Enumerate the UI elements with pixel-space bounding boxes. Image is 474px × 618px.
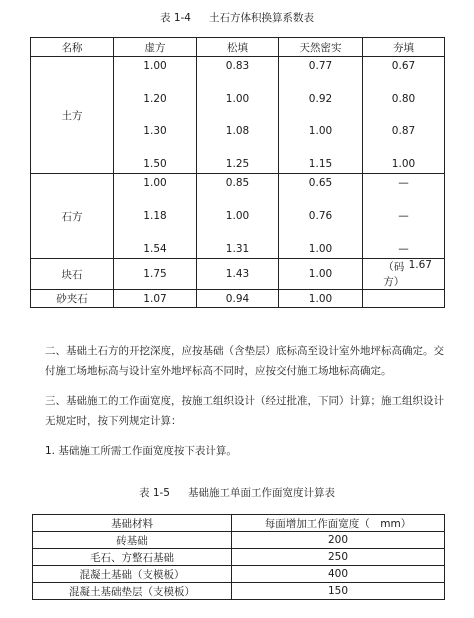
table-row-block-stone bbox=[31, 259, 445, 290]
table-number: 表 1-5 bbox=[139, 487, 170, 499]
group-name-earth: 土方 bbox=[31, 57, 114, 174]
cell: 1.50 bbox=[143, 157, 167, 170]
cell: 1.15 bbox=[308, 157, 333, 170]
cell: 1.75 bbox=[114, 259, 197, 290]
earth-col-1 bbox=[114, 57, 197, 174]
cell: 0.76 bbox=[308, 210, 333, 222]
cell-note: （码方） bbox=[383, 261, 405, 288]
cell: — bbox=[398, 210, 409, 222]
cell: 1.00 bbox=[391, 157, 416, 170]
cell-block-stone-compacted bbox=[363, 259, 445, 290]
cell: 1.20 bbox=[143, 92, 167, 105]
cell: 1.43 bbox=[197, 259, 279, 290]
header-loose: 虚方 bbox=[114, 38, 197, 57]
cell-material: 砖基础 bbox=[33, 532, 232, 549]
cell: 0.94 bbox=[197, 290, 279, 308]
table-row-stone bbox=[31, 174, 445, 259]
cell: 0.77 bbox=[308, 60, 333, 72]
header-material: 基础材料 bbox=[33, 515, 232, 532]
table-row-sand-stone bbox=[31, 290, 445, 308]
earth-col-4 bbox=[363, 57, 445, 174]
paragraph-work-face-width: 三、基础施工的工作面宽度，按施工组织设计（经过批准，下同）计算；施工组织设计无规定时，按下列规定计算： bbox=[45, 395, 444, 427]
cell-material: 毛石、方整石基础 bbox=[33, 549, 232, 566]
cell: 0.67 bbox=[391, 60, 416, 72]
cell: 1.00 bbox=[225, 92, 250, 105]
cell: — bbox=[398, 243, 409, 255]
header-natural: 天然密实 bbox=[279, 38, 363, 57]
header-compacted: 夯填 bbox=[363, 38, 445, 57]
table-title: 土石方体积换算系数表 bbox=[209, 12, 314, 24]
cell: 0.80 bbox=[391, 92, 416, 105]
table-row bbox=[33, 549, 445, 566]
cell: 0.87 bbox=[391, 125, 416, 138]
table-1-4-caption bbox=[0, 10, 474, 25]
group-name-stone: 石方 bbox=[31, 174, 114, 259]
cell: 1.07 bbox=[114, 290, 197, 308]
cell: 1.00 bbox=[308, 243, 333, 255]
cell: 1.00 bbox=[143, 60, 167, 72]
cell: 1.31 bbox=[225, 243, 250, 255]
cell-value: 1.67 bbox=[408, 259, 432, 271]
work-face-width-table bbox=[32, 514, 445, 600]
cell: 0.92 bbox=[308, 92, 333, 105]
stone-col-2 bbox=[197, 174, 279, 259]
header-width: 每面增加工作面宽度（ mm） bbox=[232, 515, 445, 532]
paragraph-rule-1: 1. 基础施工所需工作面宽度按下表计算。 bbox=[45, 445, 237, 457]
table-header-row bbox=[31, 38, 445, 57]
cell-width: 400 bbox=[232, 566, 445, 583]
earth-col-2 bbox=[197, 57, 279, 174]
header-loose-fill: 松填 bbox=[197, 38, 279, 57]
cell: 1.00 bbox=[279, 259, 363, 290]
table-1-5-caption bbox=[0, 485, 474, 500]
cell: — bbox=[398, 177, 409, 189]
paragraph-excavation-depth: 二、基础土石方的开挖深度，应按基础（含垫层）底标高至设计室外地坪标高确定。交付施工场地标高与设计室外地坪标高不同时，应按交付施工场地标高确定。 bbox=[45, 345, 444, 377]
table-row bbox=[33, 566, 445, 583]
cell-material: 混凝土基础垫层（支模板） bbox=[33, 583, 232, 600]
table-title: 基础施工单面工作面宽度计算表 bbox=[188, 487, 335, 499]
table-row bbox=[33, 532, 445, 549]
cell: 1.00 bbox=[279, 290, 363, 308]
cell: 1.00 bbox=[308, 125, 333, 138]
cell: 0.85 bbox=[225, 177, 250, 189]
row-name-block-stone: 块石 bbox=[31, 259, 114, 290]
cell-width: 250 bbox=[232, 549, 445, 566]
header-name: 名称 bbox=[31, 38, 114, 57]
cell-width: 200 bbox=[232, 532, 445, 549]
cell: 0.83 bbox=[225, 60, 250, 72]
table-row-earth bbox=[31, 57, 445, 174]
cell: 1.30 bbox=[143, 125, 167, 138]
stone-col-1 bbox=[114, 174, 197, 259]
table-number: 表 1-4 bbox=[160, 12, 191, 24]
cell: 1.25 bbox=[225, 157, 250, 170]
stone-col-3 bbox=[279, 174, 363, 259]
cell bbox=[363, 290, 445, 308]
stone-col-4 bbox=[363, 174, 445, 259]
row-name-sand-stone: 砂夹石 bbox=[31, 290, 114, 308]
earth-col-3 bbox=[279, 57, 363, 174]
cell: 1.00 bbox=[143, 177, 167, 189]
cell-material: 混凝土基础（支模板） bbox=[33, 566, 232, 583]
conversion-table bbox=[30, 37, 445, 308]
cell-width: 150 bbox=[232, 583, 445, 600]
table-header-row bbox=[33, 515, 445, 532]
cell: 1.54 bbox=[143, 243, 167, 255]
cell: 1.08 bbox=[225, 125, 250, 138]
cell: 0.65 bbox=[308, 177, 333, 189]
cell: 1.00 bbox=[225, 210, 250, 222]
cell: 1.18 bbox=[143, 210, 167, 222]
table-row bbox=[33, 583, 445, 600]
